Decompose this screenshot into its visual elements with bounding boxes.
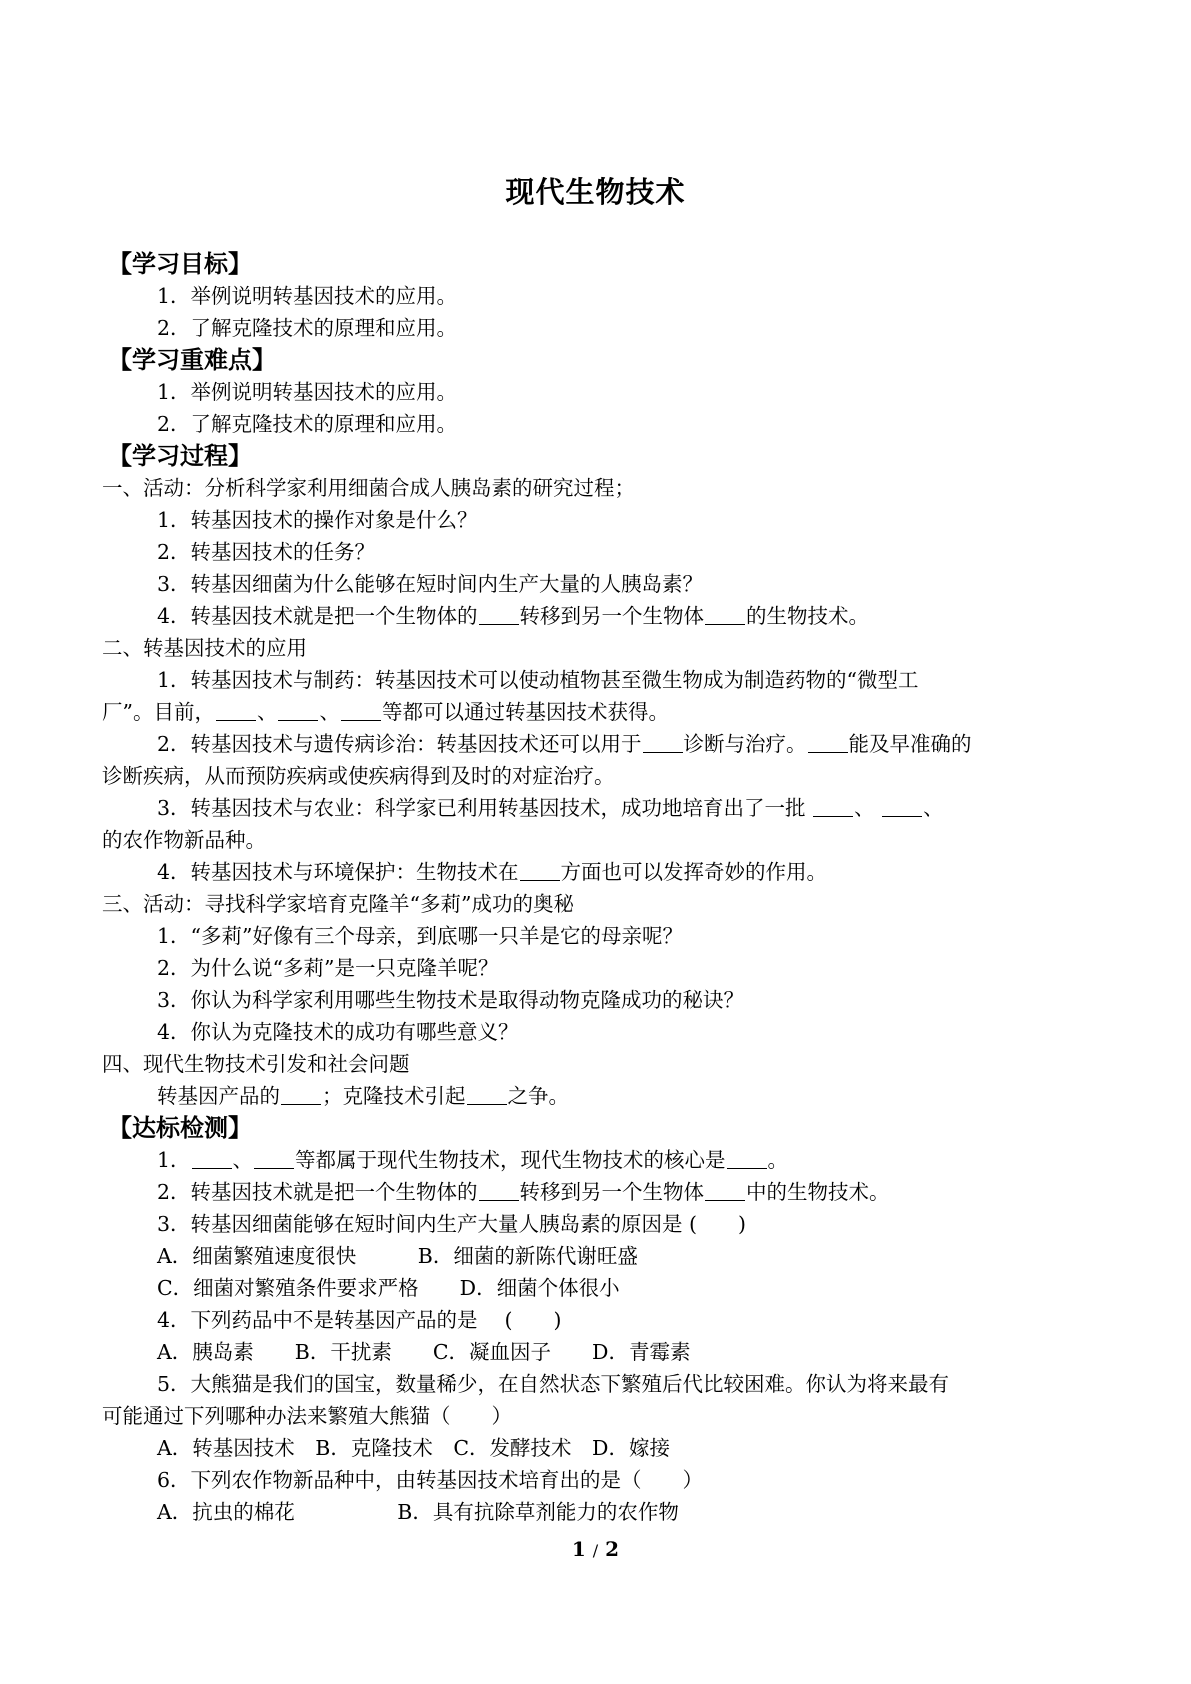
paragraph-line xyxy=(110,728,1080,760)
part-title: 一、活动：分析科学家利用细菌合成人胰岛素的研究过程； xyxy=(102,476,635,500)
total-pages: 2 xyxy=(605,1537,620,1561)
question-text: 中的生物技术。 xyxy=(746,1180,890,1204)
separator: 、 xyxy=(854,796,875,820)
document-body xyxy=(102,248,1080,1528)
fill-blank[interactable] xyxy=(808,732,848,753)
fill-blank[interactable] xyxy=(705,604,745,625)
fill-blank[interactable] xyxy=(882,796,922,817)
paragraph-line: 诊断疾病，从而预防疾病或使疾病得到及时的对症治疗。 xyxy=(102,764,615,788)
section-heading-key-points: 【学习重难点】 xyxy=(108,346,276,374)
fill-blank[interactable] xyxy=(216,700,256,721)
test-question xyxy=(110,1176,1080,1208)
current-page: 1 xyxy=(571,1537,586,1561)
page-separator: / xyxy=(592,1541,599,1560)
question: 2．转基因技术的任务？ xyxy=(157,540,376,564)
section-heading-goals: 【学习目标】 xyxy=(108,250,252,278)
fill-blank[interactable] xyxy=(727,1148,767,1169)
paragraph-line: 1．转基因技术与制药：转基因技术可以使动植物甚至微生物成为制造药物的“微型工 xyxy=(157,668,919,692)
question-number: 1． xyxy=(157,1148,191,1172)
fill-blank[interactable] xyxy=(520,860,560,881)
test-question: 6．下列农作物新品种中，由转基因技术培育出的是（ ） xyxy=(157,1468,704,1492)
key-point-item: 1．举例说明转基因技术的应用。 xyxy=(157,380,458,404)
test-question xyxy=(110,1144,1080,1176)
answer-options: A．胰岛素 B．干扰素 C．凝血因子 D．青霉素 xyxy=(157,1340,691,1364)
fill-blank[interactable] xyxy=(192,1148,232,1169)
paragraph-text: 4．转基因技术与环境保护：生物技术在 xyxy=(157,860,519,884)
fill-blank[interactable] xyxy=(467,1084,507,1105)
question xyxy=(110,600,1080,632)
key-point-item: 2．了解克隆技术的原理和应用。 xyxy=(157,412,458,436)
paragraph-line xyxy=(102,696,1080,728)
section-heading-process: 【学习过程】 xyxy=(108,442,252,470)
test-question: 4．下列药品中不是转基因产品的是 ( ) xyxy=(157,1308,562,1332)
paragraph-line xyxy=(110,792,1080,824)
test-question: 可能通过下列哪种办法来繁殖大熊猫（ ） xyxy=(102,1404,512,1428)
paragraph-text: 诊断与治疗。 xyxy=(683,732,807,756)
paragraph-text: 之争。 xyxy=(507,1084,569,1108)
paragraph-text: 2．转基因技术与遗传病诊治：转基因技术还可以用于 xyxy=(157,732,642,756)
separator: 、 xyxy=(256,700,278,724)
question: 1．转基因技术的操作对象是什么？ xyxy=(157,508,478,532)
part-title: 二、转基因技术的应用 xyxy=(102,636,307,660)
test-question: 3．转基因细菌能够在短时间内生产大量人胰岛素的原因是 ( ) xyxy=(157,1212,747,1236)
answer-options: A．细菌繁殖速度很快 B．细菌的新陈代谢旺盛 xyxy=(157,1244,638,1268)
page-title: 现代生物技术 xyxy=(505,175,686,209)
paragraph-text: 能及早准确的 xyxy=(848,732,972,756)
fill-blank[interactable] xyxy=(341,700,381,721)
fill-blank[interactable] xyxy=(705,1180,745,1201)
page-number xyxy=(0,1537,1191,1561)
test-question: 5．大熊猫是我们的国宝，数量稀少，在自然状态下繁殖后代比较困难。你认为将来最有 xyxy=(157,1372,950,1396)
paragraph-text: 等都可以通过转基因技术获得。 xyxy=(381,700,669,724)
fill-blank[interactable] xyxy=(254,1148,294,1169)
separator: 、 xyxy=(319,700,340,724)
paragraph-text: 方面也可以发挥奇妙的作用。 xyxy=(560,860,828,884)
paragraph-text: 厂”。目前， xyxy=(102,700,215,724)
fill-blank[interactable] xyxy=(479,1180,519,1201)
separator: 、 xyxy=(232,1148,254,1172)
question-text: 2．转基因技术就是把一个生物体的 xyxy=(157,1180,478,1204)
question: 3．转基因细菌为什么能够在短时间内生产大量的人胰岛素？ xyxy=(157,572,704,596)
question: 4．你认为克隆技术的成功有哪些意义？ xyxy=(157,1020,519,1044)
paragraph-text: 3．转基因技术与农业：科学家已利用转基因技术，成功地培育出了一批 xyxy=(157,796,806,820)
fill-blank[interactable] xyxy=(281,1084,321,1105)
question: 1．“多莉”好像有三个母亲，到底哪一只羊是它的母亲呢？ xyxy=(157,924,684,948)
part-title: 三、活动：寻找科学家培育克隆羊“多莉”成功的奥秘 xyxy=(102,892,574,916)
fill-blank[interactable] xyxy=(643,732,683,753)
paragraph-line xyxy=(110,856,1080,888)
section-heading-test: 【达标检测】 xyxy=(108,1114,252,1142)
question-text: 转移到另一个生物体 xyxy=(519,604,705,628)
question-text: 等都属于现代生物技术，现代生物技术的核心是 xyxy=(295,1148,726,1172)
fill-blank[interactable] xyxy=(278,700,318,721)
fill-blank[interactable] xyxy=(813,796,853,817)
answer-options: A．抗虫的棉花 B．具有抗除草剂能力的农作物 xyxy=(157,1500,679,1524)
fill-blank[interactable] xyxy=(479,604,519,625)
answer-options: A．转基因技术 B．克隆技术 C．发酵技术 D．嫁接 xyxy=(157,1436,670,1460)
separator: 、 xyxy=(923,796,944,820)
question-text: 转移到另一个生物体 xyxy=(519,1180,705,1204)
question: 2．为什么说“多莉”是一只克隆羊呢？ xyxy=(157,956,499,980)
question-text: 。 xyxy=(767,1148,789,1172)
paragraph-text: 转基因产品的 xyxy=(157,1084,280,1108)
question-text: 4．转基因技术就是把一个生物体的 xyxy=(157,604,478,628)
question-text: 的生物技术。 xyxy=(746,604,870,628)
part-title: 四、现代生物技术引发和社会问题 xyxy=(102,1052,410,1076)
goal-item: 2．了解克隆技术的原理和应用。 xyxy=(157,316,458,340)
question: 3．你认为科学家利用哪些生物技术是取得动物克隆成功的秘诀？ xyxy=(157,988,745,1012)
paragraph-line: 的农作物新品种。 xyxy=(102,828,266,852)
answer-options: C．细菌对繁殖条件要求严格 D．细菌个体很小 xyxy=(157,1276,620,1300)
goal-item: 1．举例说明转基因技术的应用。 xyxy=(157,284,458,308)
paragraph-text: ；克隆技术引起 xyxy=(322,1084,466,1108)
paragraph-line xyxy=(110,1080,1080,1112)
